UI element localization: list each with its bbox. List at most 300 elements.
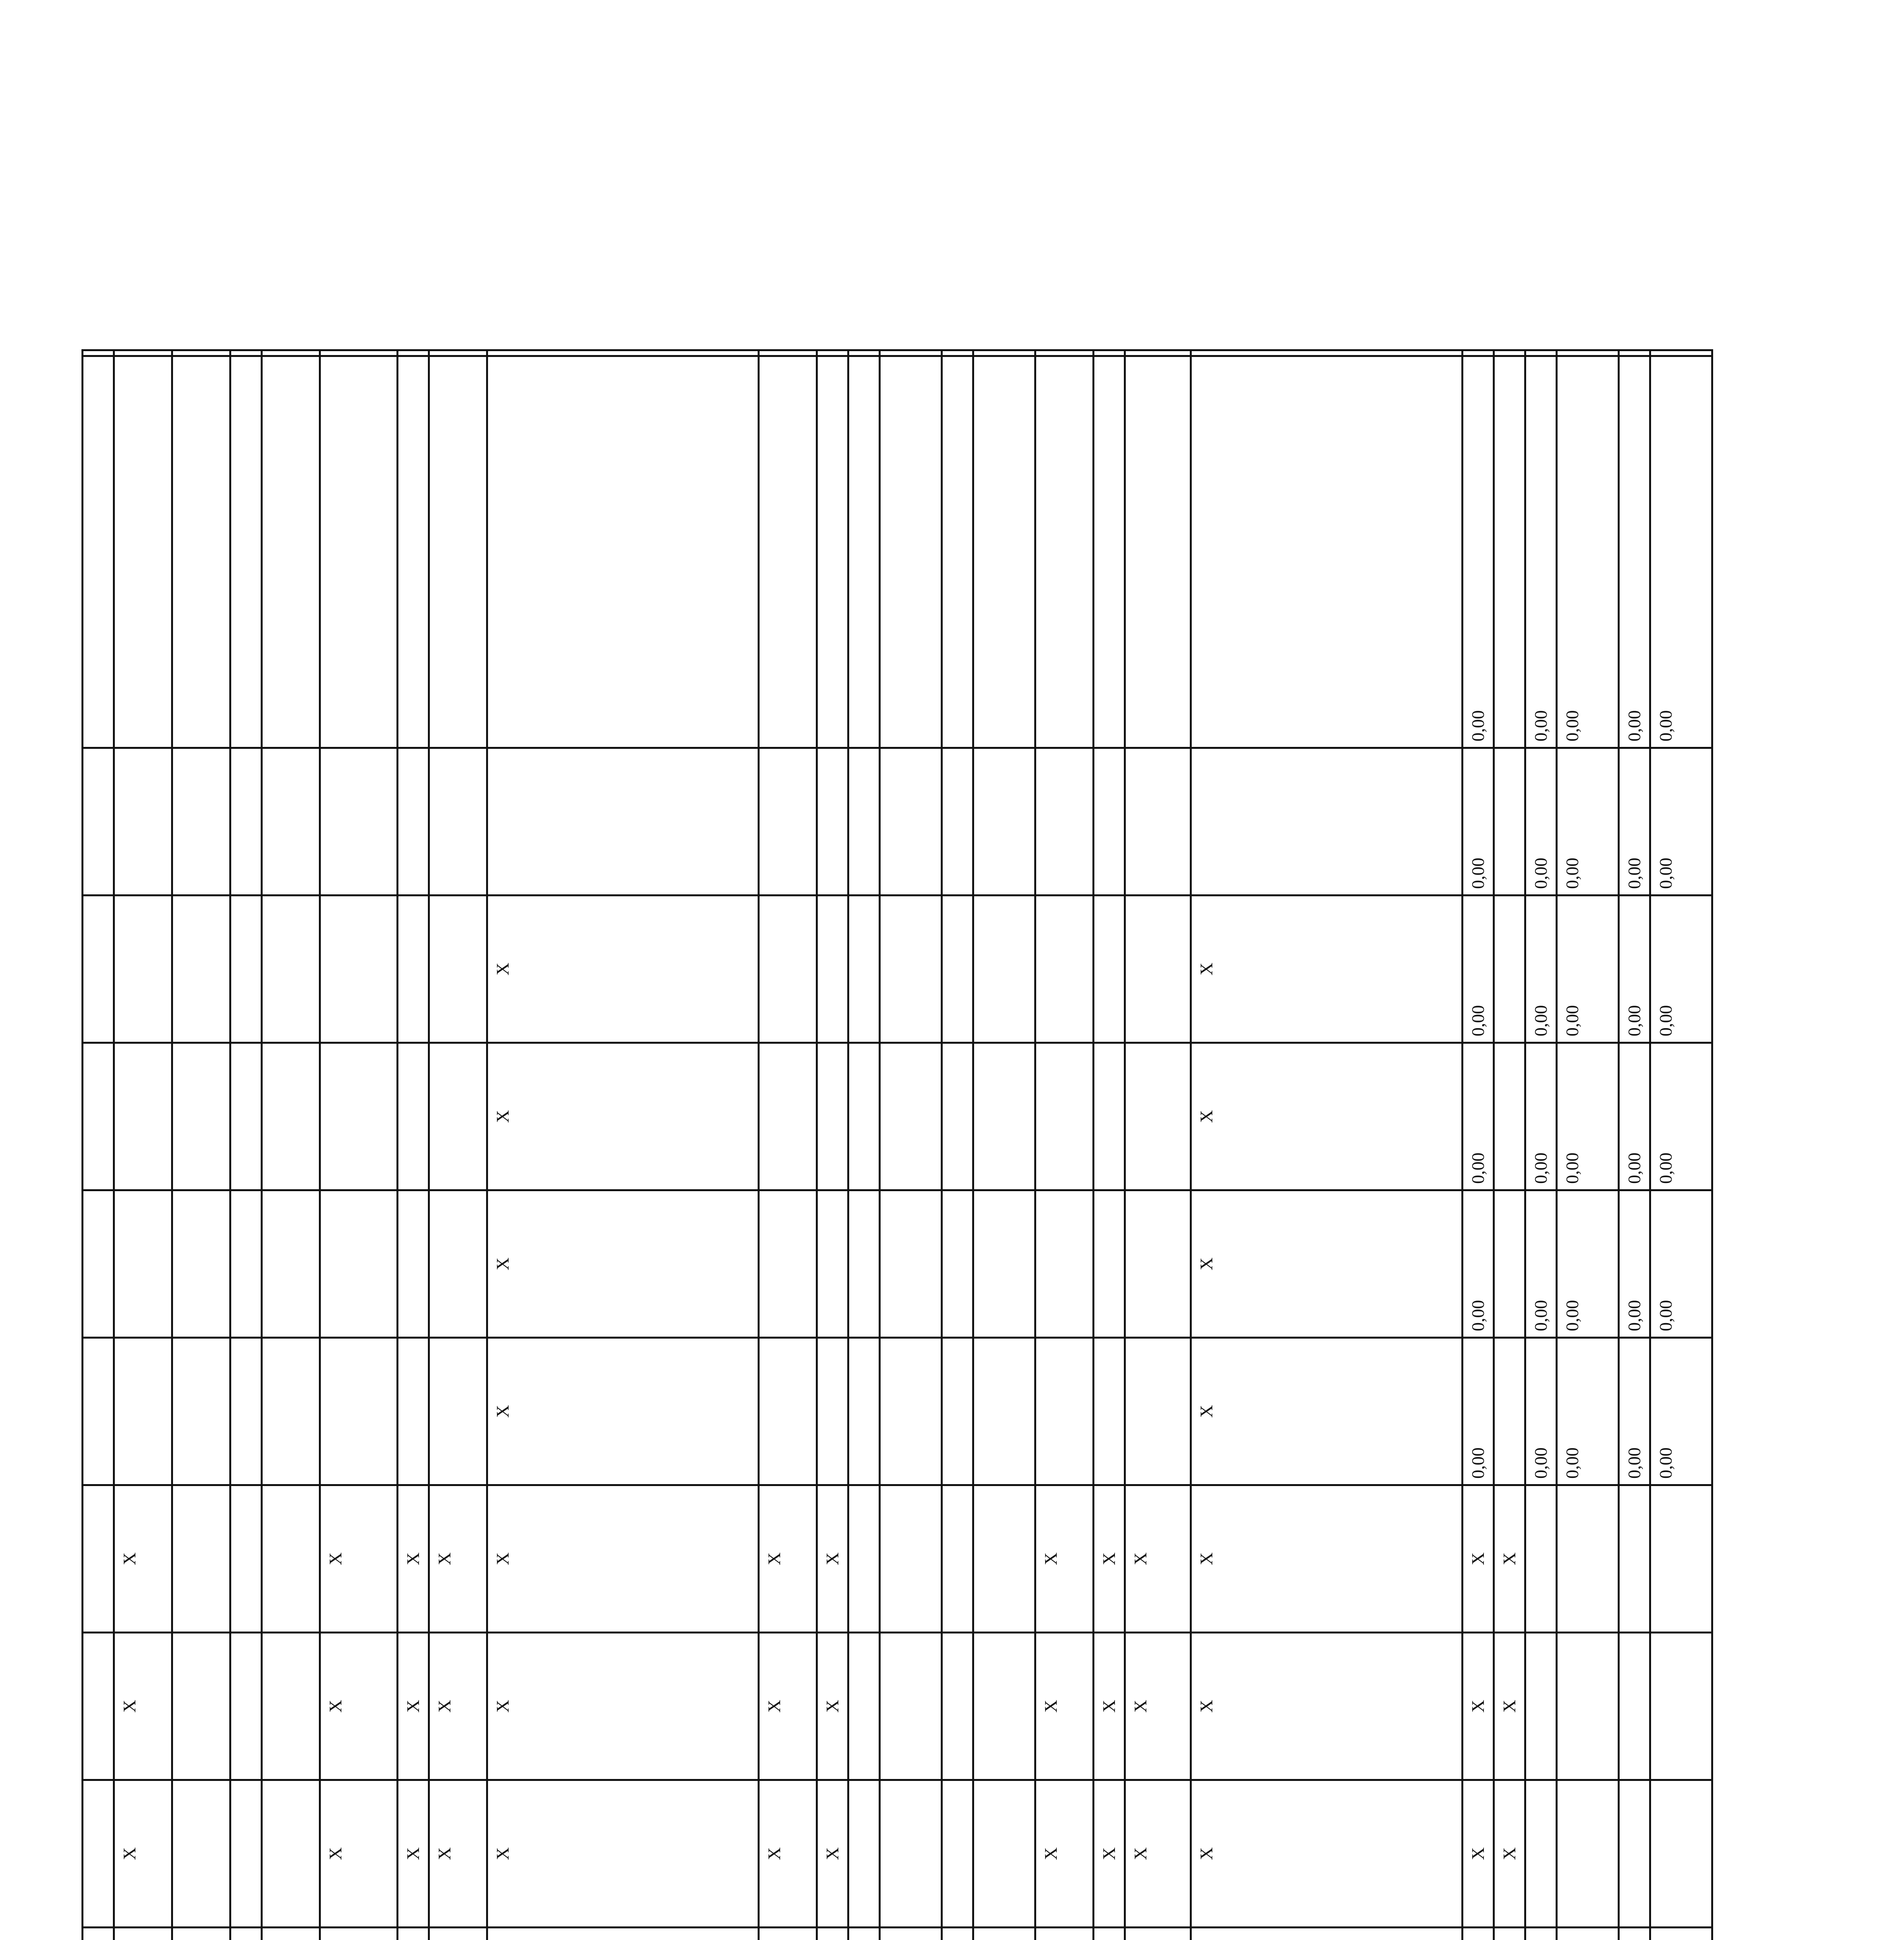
cell-value: 0,00 (1619, 1190, 1650, 1338)
cell-x-mark: X (1094, 1485, 1125, 1633)
table-row (1094, 350, 1125, 1940)
cell-value (83, 356, 114, 748)
cell-value (429, 1338, 487, 1485)
cell-value (817, 748, 848, 896)
cell-value (83, 1043, 114, 1190)
cell-value: 0,00 (1650, 1043, 1712, 1190)
cell-x-mark: X (429, 1485, 487, 1633)
cell-value (83, 1338, 114, 1485)
cell-value (1125, 1043, 1191, 1190)
cell-value: 0,00 (1463, 1043, 1494, 1190)
cell-x-mark (1125, 1928, 1191, 1940)
cell-empty (1525, 350, 1557, 356)
cell-value (848, 356, 880, 748)
cell-x-mark: X (320, 1633, 398, 1780)
cell-value (230, 1485, 262, 1633)
cell-value (172, 1338, 230, 1485)
cell-value (487, 748, 759, 896)
cell-x-mark: X (320, 1780, 398, 1928)
cell-value (262, 1338, 320, 1485)
cell-value (320, 1190, 398, 1338)
cell-value (1619, 1633, 1650, 1780)
cell-value (230, 1928, 262, 1940)
cell-value (973, 1485, 1035, 1633)
cell-value (973, 1780, 1035, 1928)
cell-value (114, 1043, 172, 1190)
cell-value: 0,00 (1650, 1338, 1712, 1485)
cell-value (880, 1780, 942, 1928)
cell-value (880, 1043, 942, 1190)
cell-value: 0,00 (1463, 356, 1494, 748)
cell-value (487, 356, 759, 748)
cell-value (262, 1043, 320, 1190)
table-body (83, 350, 1712, 1940)
cell-x-mark: X (1191, 896, 1463, 1043)
table-row (1619, 350, 1650, 1940)
table-row (1650, 350, 1712, 1940)
cell-value (1125, 1190, 1191, 1338)
cell-value (942, 356, 973, 748)
cell-empty (83, 350, 114, 356)
table-row (114, 350, 172, 1940)
cell-value (83, 1633, 114, 1780)
cell-value (942, 1633, 973, 1780)
cell-value: 0,00 (1557, 748, 1619, 896)
cell-value (262, 1633, 320, 1780)
cell-value (759, 356, 817, 748)
cell-empty (817, 350, 848, 356)
cell-value (1557, 1780, 1619, 1928)
cell-value (1094, 1190, 1125, 1338)
cell-value (880, 896, 942, 1043)
cell-value (83, 1485, 114, 1633)
cell-value: 0,00 (1619, 356, 1650, 748)
cell-empty (1463, 350, 1494, 356)
table-row (942, 350, 973, 1940)
table-row (973, 350, 1035, 1940)
cell-value (880, 1633, 942, 1780)
cell-value (1650, 1633, 1712, 1780)
cell-value (398, 1043, 429, 1190)
cell-value (398, 1338, 429, 1485)
cell-value: 0,00 (1525, 748, 1557, 896)
cell-value (973, 1338, 1035, 1485)
cell-value (880, 748, 942, 896)
cell-empty (398, 350, 429, 356)
cell-x-mark: X (114, 1780, 172, 1928)
cell-value (817, 1043, 848, 1190)
cell-value (848, 1043, 880, 1190)
cell-value (320, 748, 398, 896)
cell-x-mark: X (759, 1633, 817, 1780)
cell-value (880, 1190, 942, 1338)
cell-value (320, 896, 398, 1043)
table-row (759, 350, 817, 1940)
cell-value: 0,00 (1619, 1043, 1650, 1190)
cell-value (848, 748, 880, 896)
cell-value (848, 1633, 880, 1780)
cell-value (114, 1190, 172, 1338)
cell-x-mark (1494, 1928, 1525, 1940)
cell-value (230, 1338, 262, 1485)
cell-x-mark: X (487, 1338, 759, 1485)
cell-x-mark: X (429, 1633, 487, 1780)
cell-value: 0,00 (1525, 1190, 1557, 1338)
cell-value (320, 356, 398, 748)
cell-value (1494, 748, 1525, 896)
cell-x-mark: X (1191, 1485, 1463, 1633)
cell-x-mark: X (398, 1780, 429, 1928)
cell-value (848, 1190, 880, 1338)
cell-x-mark: X (398, 1633, 429, 1780)
cell-value (1619, 1780, 1650, 1928)
cell-value (1650, 1780, 1712, 1928)
cell-value (262, 356, 320, 748)
cell-x-mark (1191, 1928, 1463, 1940)
cell-value (942, 748, 973, 896)
cell-value (83, 748, 114, 896)
cell-value: 0,00 (1557, 356, 1619, 748)
cell-value (880, 1485, 942, 1633)
cell-value (1557, 1928, 1619, 1940)
cell-value: 0,00 (1650, 356, 1712, 748)
cell-value (759, 1338, 817, 1485)
cell-value: 0,00 (1525, 1043, 1557, 1190)
cell-value: 0,00 (1463, 1190, 1494, 1338)
cell-value (262, 748, 320, 896)
table-row (1525, 350, 1557, 1940)
cell-value (1035, 1338, 1094, 1485)
cell-value (230, 1633, 262, 1780)
table-row (1125, 350, 1191, 1940)
budget-table (81, 349, 1713, 1940)
cell-empty (973, 350, 1035, 356)
cell-value (262, 1485, 320, 1633)
cell-value (1650, 1485, 1712, 1633)
cell-value (817, 1338, 848, 1485)
cell-x-mark (429, 1928, 487, 1940)
cell-value (320, 1043, 398, 1190)
cell-value (230, 896, 262, 1043)
cell-value (759, 1043, 817, 1190)
cell-value (973, 1043, 1035, 1190)
cell-x-mark (114, 1928, 172, 1940)
table-row (1463, 350, 1494, 1940)
cell-x-mark (1094, 1928, 1125, 1940)
cell-value (973, 748, 1035, 896)
cell-value (429, 1043, 487, 1190)
cell-value: 0,00 (1650, 1190, 1712, 1338)
cell-value (1525, 1633, 1557, 1780)
cell-x-mark: X (1494, 1633, 1525, 1780)
cell-value: 0,00 (1525, 356, 1557, 748)
cell-x-mark: X (1463, 1633, 1494, 1780)
cell-value (1035, 1190, 1094, 1338)
cell-x-mark: X (1125, 1485, 1191, 1633)
cell-value (172, 1043, 230, 1190)
cell-value (83, 1190, 114, 1338)
table-row (1494, 350, 1525, 1940)
cell-value (1125, 896, 1191, 1043)
cell-value (320, 1338, 398, 1485)
cell-value (1619, 1485, 1650, 1633)
cell-value (1191, 748, 1463, 896)
cell-value (848, 1338, 880, 1485)
cell-value (1035, 1043, 1094, 1190)
cell-x-mark: X (817, 1633, 848, 1780)
cell-value (172, 1928, 230, 1940)
table-row (262, 350, 320, 1940)
cell-value (172, 1780, 230, 1928)
cell-x-mark: X (487, 1633, 759, 1780)
cell-value (429, 356, 487, 748)
cell-value (880, 1928, 942, 1940)
cell-value (817, 1190, 848, 1338)
cell-value: 0,00 (1557, 1043, 1619, 1190)
cell-value: 0,00 (1463, 896, 1494, 1043)
cell-value (1494, 896, 1525, 1043)
cell-empty (429, 350, 487, 356)
cell-value (848, 896, 880, 1043)
cell-empty (942, 350, 973, 356)
cell-value (848, 1485, 880, 1633)
cell-value (1494, 1190, 1525, 1338)
cell-x-mark (759, 1928, 817, 1940)
cell-x-mark: X (1494, 1485, 1525, 1633)
cell-value (429, 748, 487, 896)
cell-value (1094, 1043, 1125, 1190)
cell-value (942, 1928, 973, 1940)
cell-value: 0,00 (1650, 748, 1712, 896)
cell-value (817, 356, 848, 748)
cell-x-mark: X (1125, 1780, 1191, 1928)
table-row (1191, 350, 1463, 1940)
cell-empty (1094, 350, 1125, 356)
table-row (1035, 350, 1094, 1940)
cell-value (172, 1633, 230, 1780)
cell-value (1094, 748, 1125, 896)
cell-value (1494, 356, 1525, 748)
cell-value (1525, 1780, 1557, 1928)
cell-value (230, 1190, 262, 1338)
cell-empty (1494, 350, 1525, 356)
cell-x-mark: X (1035, 1633, 1094, 1780)
cell-value (429, 1190, 487, 1338)
cell-x-mark: X (487, 896, 759, 1043)
table-row (487, 350, 759, 1940)
table-row (172, 350, 230, 1940)
cell-x-mark: X (817, 1780, 848, 1928)
table-row (230, 350, 262, 1940)
cell-value (1094, 1338, 1125, 1485)
cell-empty (1619, 350, 1650, 356)
cell-x-mark: X (1191, 1190, 1463, 1338)
cell-value (1094, 356, 1125, 748)
cell-value (262, 1190, 320, 1338)
cell-value (114, 356, 172, 748)
cell-value (817, 896, 848, 1043)
cell-value (942, 896, 973, 1043)
cell-x-mark: X (759, 1485, 817, 1633)
cell-value: 0,00 (1619, 1338, 1650, 1485)
table-row (880, 350, 942, 1940)
cell-empty (1125, 350, 1191, 356)
cell-value: 0,00 (1525, 896, 1557, 1043)
table-row (1557, 350, 1619, 1940)
cell-value (848, 1780, 880, 1928)
cell-value (262, 1928, 320, 1940)
cell-value (973, 1928, 1035, 1940)
cell-value (1494, 1043, 1525, 1190)
cell-value (848, 1928, 880, 1940)
table-row (429, 350, 487, 1940)
cell-value (1094, 896, 1125, 1043)
cell-value (1557, 1485, 1619, 1633)
cell-value (1035, 356, 1094, 748)
cell-value (1650, 1928, 1712, 1940)
cell-x-mark: X (817, 1485, 848, 1633)
cell-value (1125, 356, 1191, 748)
cell-x-mark: X (398, 1485, 429, 1633)
cell-value (973, 1633, 1035, 1780)
cell-x-mark (320, 1928, 398, 1940)
cell-empty (1557, 350, 1619, 356)
cell-value (83, 1928, 114, 1940)
cell-value (429, 896, 487, 1043)
cell-value (1125, 1338, 1191, 1485)
cell-value (230, 356, 262, 748)
cell-value (230, 1043, 262, 1190)
cell-value: 0,00 (1557, 896, 1619, 1043)
cell-empty (1650, 350, 1712, 356)
table-row (848, 350, 880, 1940)
cell-value (1191, 356, 1463, 748)
cell-x-mark: X (487, 1190, 759, 1338)
cell-x-mark: X (114, 1633, 172, 1780)
cell-value (172, 748, 230, 896)
cell-x-mark (1463, 1928, 1494, 1940)
cell-x-mark (817, 1928, 848, 1940)
cell-value (83, 896, 114, 1043)
cell-x-mark: X (1494, 1780, 1525, 1928)
cell-empty (262, 350, 320, 356)
cell-value: 0,00 (1463, 1338, 1494, 1485)
cell-value: 0,00 (1619, 748, 1650, 896)
cell-value (114, 896, 172, 1043)
cell-x-mark: X (759, 1780, 817, 1928)
cell-value (398, 356, 429, 748)
cell-value: 0,00 (1650, 896, 1712, 1043)
cell-value (1035, 748, 1094, 896)
cell-x-mark: X (114, 1485, 172, 1633)
cell-x-mark: X (1191, 1780, 1463, 1928)
cell-value (880, 1338, 942, 1485)
cell-x-mark: X (1035, 1485, 1094, 1633)
cell-x-mark: X (487, 1485, 759, 1633)
cell-value (83, 1780, 114, 1928)
cell-value (230, 748, 262, 896)
cell-x-mark: X (1191, 1043, 1463, 1190)
cell-value (398, 896, 429, 1043)
cell-empty (114, 350, 172, 356)
cell-value (172, 1190, 230, 1338)
cell-empty (759, 350, 817, 356)
cell-value: 0,00 (1619, 896, 1650, 1043)
cell-value (1525, 1485, 1557, 1633)
cell-x-mark (398, 1928, 429, 1940)
cell-value: 0,00 (1463, 748, 1494, 896)
cell-value (114, 748, 172, 896)
cell-empty (1035, 350, 1094, 356)
cell-empty (487, 350, 759, 356)
cell-x-mark (1035, 1928, 1094, 1940)
cell-x-mark: X (320, 1485, 398, 1633)
cell-value (973, 356, 1035, 748)
cell-x-mark: X (1094, 1780, 1125, 1928)
cell-value: 0,00 (1557, 1190, 1619, 1338)
cell-value (230, 1780, 262, 1928)
cell-value (398, 748, 429, 896)
table-row (83, 350, 114, 1940)
cell-value (942, 1780, 973, 1928)
cell-value: 0,00 (1525, 1338, 1557, 1485)
cell-value (398, 1190, 429, 1338)
cell-value: 0,00 (1557, 1338, 1619, 1485)
cell-x-mark: X (1094, 1633, 1125, 1780)
cell-value (942, 1190, 973, 1338)
cell-value (172, 1485, 230, 1633)
cell-value (1619, 1928, 1650, 1940)
table-row (320, 350, 398, 1940)
cell-value (262, 1780, 320, 1928)
cell-value (880, 356, 942, 748)
cell-x-mark: X (1191, 1338, 1463, 1485)
cell-x-mark: X (487, 1780, 759, 1928)
cell-x-mark: X (1035, 1780, 1094, 1928)
cell-empty (172, 350, 230, 356)
cell-value (172, 896, 230, 1043)
cell-value (114, 1338, 172, 1485)
cell-x-mark: X (429, 1780, 487, 1928)
cell-value (1557, 1633, 1619, 1780)
rotated-table-container (81, 349, 1676, 1940)
cell-x-mark: X (1125, 1633, 1191, 1780)
cell-value (942, 1485, 973, 1633)
cell-value (942, 1338, 973, 1485)
cell-x-mark: X (1191, 1633, 1463, 1780)
cell-empty (880, 350, 942, 356)
cell-x-mark: X (1463, 1485, 1494, 1633)
cell-empty (1191, 350, 1463, 356)
cell-value (262, 896, 320, 1043)
cell-x-mark: X (487, 1043, 759, 1190)
cell-x-mark: X (1463, 1780, 1494, 1928)
table-row (398, 350, 429, 1940)
cell-value (759, 1190, 817, 1338)
cell-value (942, 1043, 973, 1190)
cell-value (759, 896, 817, 1043)
cell-empty (848, 350, 880, 356)
cell-value (973, 1190, 1035, 1338)
cell-value (1494, 1338, 1525, 1485)
cell-value (1525, 1928, 1557, 1940)
table-row (817, 350, 848, 1940)
cell-empty (230, 350, 262, 356)
cell-value (759, 748, 817, 896)
cell-x-mark (487, 1928, 759, 1940)
cell-value (1125, 748, 1191, 896)
cell-empty (320, 350, 398, 356)
